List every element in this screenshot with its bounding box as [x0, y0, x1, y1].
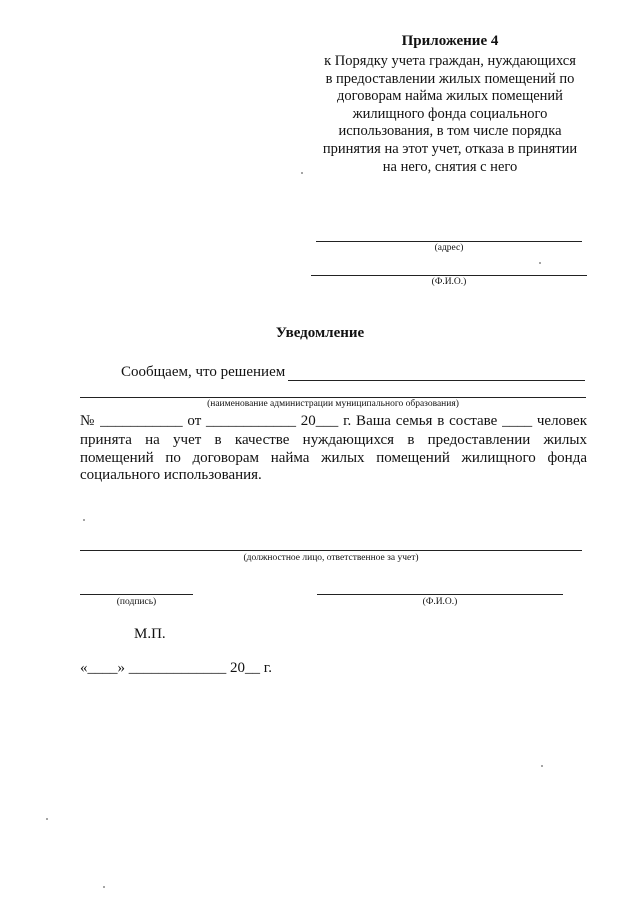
appendix-line: жилищного фонда социального: [352, 105, 548, 122]
scan-speck: [103, 886, 105, 888]
signature-caption: (подпись): [116, 597, 157, 607]
appendix-line: к Порядку учета граждан, нуждающихся: [324, 53, 576, 69]
official-line[interactable]: [80, 550, 582, 551]
admin-caption: (наименование администрации муниципального образования): [207, 399, 459, 409]
scan-speck: [83, 519, 85, 521]
document-title: Уведомление: [275, 325, 365, 341]
fio-caption-top: (Ф.И.О.): [431, 277, 467, 287]
signature-line[interactable]: [80, 594, 193, 595]
address-line[interactable]: [316, 241, 582, 242]
appendix-title: Приложение 4: [401, 33, 499, 49]
intro-text: Сообщаем, что решением: [121, 364, 286, 380]
stamp-label: М.П.: [134, 626, 166, 642]
scan-speck: [539, 262, 541, 264]
scan-speck: [46, 818, 48, 820]
address-caption: (адрес): [434, 243, 464, 253]
appendix-line: договорам найма жилых помещений: [337, 88, 563, 105]
appendix-line: в предоставлении жилых помещений по: [325, 70, 575, 87]
fio-line-top[interactable]: [311, 275, 587, 276]
appendix-line: на него, снятия с него: [382, 158, 518, 175]
admin-line[interactable]: [80, 397, 586, 398]
appendix-line: использования, в том числе порядка: [338, 123, 562, 140]
decision-line[interactable]: [288, 380, 585, 381]
scan-speck: [541, 765, 543, 767]
fio-caption-bottom: (Ф.И.О.): [422, 597, 458, 607]
official-caption: (должностное лицо, ответственное за учет): [243, 553, 419, 563]
fio-line-bottom[interactable]: [317, 594, 563, 595]
date-line: «____» _____________ 20__ г.: [80, 660, 272, 676]
body-line-3: помещений по договорам найма жилых помещений жилищного фонда: [80, 450, 587, 466]
appendix-text: [300, 53, 600, 176]
body-line-1: № ___________ от ____________ 20___ г. Ваша семья в составе ____ человек: [80, 413, 587, 429]
appendix-line: принятия на этот учет, отказа в принятии: [322, 140, 578, 157]
body-line-4: социального использования.: [80, 467, 262, 483]
scan-speck: [301, 172, 303, 174]
body-line-2: принята на учет в качестве нуждающихся в предоставлении жилых: [80, 432, 587, 448]
